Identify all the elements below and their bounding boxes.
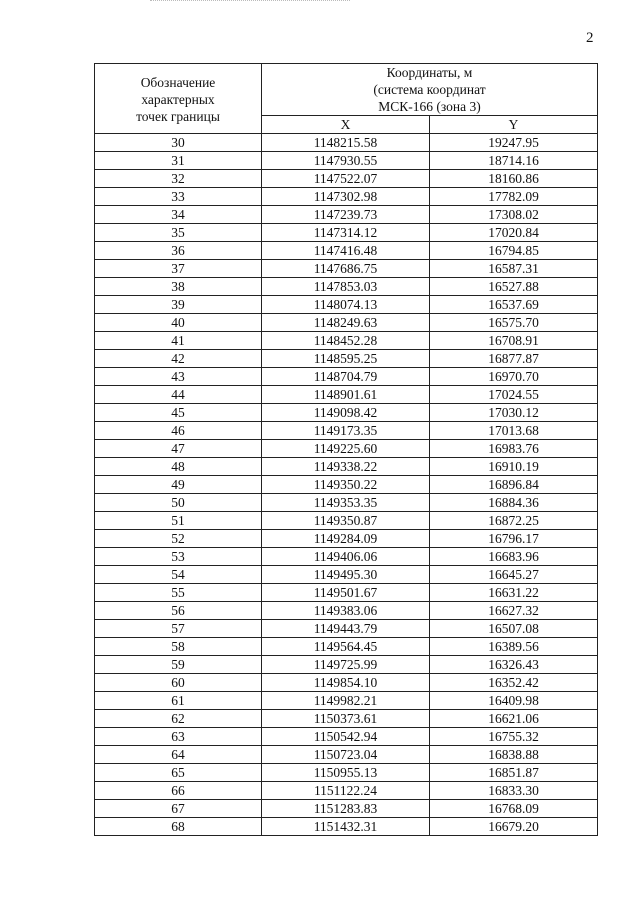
y-coordinate-cell: 17308.02	[430, 206, 598, 224]
y-coordinate-cell: 16910.19	[430, 458, 598, 476]
x-coordinate-cell: 1150723.04	[262, 746, 430, 764]
table-row	[95, 350, 598, 368]
table-body	[95, 134, 598, 836]
table-row	[95, 404, 598, 422]
y-coordinate-cell: 16872.25	[430, 512, 598, 530]
y-coordinate-cell: 16527.88	[430, 278, 598, 296]
x-coordinate-cell: 1149225.60	[262, 440, 430, 458]
y-coordinate-cell: 16389.56	[430, 638, 598, 656]
point-cell: 60	[95, 674, 262, 692]
x-coordinate-cell: 1148704.79	[262, 368, 430, 386]
table-row	[95, 692, 598, 710]
table-row	[95, 242, 598, 260]
x-coordinate-cell: 1148249.63	[262, 314, 430, 332]
point-cell: 30	[95, 134, 262, 152]
table-row	[95, 602, 598, 620]
table-row	[95, 278, 598, 296]
x-coordinate-cell: 1149338.22	[262, 458, 430, 476]
point-cell: 59	[95, 656, 262, 674]
point-cell: 41	[95, 332, 262, 350]
table-row	[95, 332, 598, 350]
point-cell: 57	[95, 620, 262, 638]
x-coordinate-cell: 1147314.12	[262, 224, 430, 242]
table-row	[95, 368, 598, 386]
table-row	[95, 638, 598, 656]
x-coordinate-cell: 1149501.67	[262, 584, 430, 602]
point-cell: 50	[95, 494, 262, 512]
coordinates-header-line: Координаты, м	[386, 65, 473, 80]
y-coordinate-cell: 16838.88	[430, 746, 598, 764]
y-coordinate-cell: 16970.70	[430, 368, 598, 386]
y-coordinate-cell: 16645.27	[430, 566, 598, 584]
point-cell: 58	[95, 638, 262, 656]
y-coordinate-cell: 16409.98	[430, 692, 598, 710]
point-cell: 31	[95, 152, 262, 170]
point-cell: 64	[95, 746, 262, 764]
x-coordinate-cell: 1148901.61	[262, 386, 430, 404]
x-coordinate-cell: 1149350.87	[262, 512, 430, 530]
x-coordinate-cell: 1147930.55	[262, 152, 430, 170]
y-coordinate-cell: 17013.68	[430, 422, 598, 440]
y-coordinate-cell: 17020.84	[430, 224, 598, 242]
table-row	[95, 764, 598, 782]
point-cell: 51	[95, 512, 262, 530]
y-coordinate-cell: 18160.86	[430, 170, 598, 188]
x-coordinate-cell: 1151283.83	[262, 800, 430, 818]
table-row	[95, 170, 598, 188]
y-coordinate-cell: 17030.12	[430, 404, 598, 422]
x-coordinate-cell: 1147853.03	[262, 278, 430, 296]
table-row	[95, 800, 598, 818]
point-cell: 42	[95, 350, 262, 368]
y-coordinate-cell: 17024.55	[430, 386, 598, 404]
y-coordinate-cell: 17782.09	[430, 188, 598, 206]
point-cell: 48	[95, 458, 262, 476]
table-row	[95, 422, 598, 440]
y-coordinate-cell: 16326.43	[430, 656, 598, 674]
point-header-line: точек границы	[136, 109, 220, 124]
point-cell: 49	[95, 476, 262, 494]
table-row	[95, 296, 598, 314]
y-coordinate-cell: 18714.16	[430, 152, 598, 170]
point-cell: 35	[95, 224, 262, 242]
y-coordinate-cell: 16794.85	[430, 242, 598, 260]
y-coordinate-cell: 16983.76	[430, 440, 598, 458]
table-row	[95, 458, 598, 476]
table-row	[95, 728, 598, 746]
x-coordinate-cell: 1151432.31	[262, 818, 430, 836]
x-coordinate-cell: 1148595.25	[262, 350, 430, 368]
x-coordinate-cell: 1149854.10	[262, 674, 430, 692]
point-cell: 52	[95, 530, 262, 548]
y-coordinate-cell: 16537.69	[430, 296, 598, 314]
table-row	[95, 620, 598, 638]
table-row	[95, 440, 598, 458]
x-coordinate-cell: 1147686.75	[262, 260, 430, 278]
table-row	[95, 530, 598, 548]
table-row	[95, 548, 598, 566]
table-row	[95, 476, 598, 494]
x-coordinate-cell: 1149173.35	[262, 422, 430, 440]
x-coordinate-cell: 1149383.06	[262, 602, 430, 620]
point-header-line: характерных	[141, 92, 215, 107]
table-row	[95, 152, 598, 170]
x-coordinate-cell: 1149443.79	[262, 620, 430, 638]
y-coordinate-cell: 16833.30	[430, 782, 598, 800]
y-coordinate-cell: 16884.36	[430, 494, 598, 512]
x-coordinate-cell: 1149495.30	[262, 566, 430, 584]
x-coordinate-cell: 1147239.73	[262, 206, 430, 224]
point-cell: 54	[95, 566, 262, 584]
table-row	[95, 746, 598, 764]
table-row	[95, 494, 598, 512]
table-row	[95, 656, 598, 674]
x-coordinate-cell: 1150373.61	[262, 710, 430, 728]
point-header-line: Обозначение	[140, 75, 216, 90]
point-cell: 44	[95, 386, 262, 404]
x-coordinate-cell: 1150542.94	[262, 728, 430, 746]
point-cell: 36	[95, 242, 262, 260]
table-row	[95, 584, 598, 602]
coordinates-header-line: (система координат	[373, 82, 486, 97]
point-cell: 55	[95, 584, 262, 602]
y-coordinate-cell: 16796.17	[430, 530, 598, 548]
point-cell: 47	[95, 440, 262, 458]
point-cell: 38	[95, 278, 262, 296]
table-row	[95, 566, 598, 584]
table-row	[95, 188, 598, 206]
point-cell: 68	[95, 818, 262, 836]
x-coordinate-cell: 1147522.07	[262, 170, 430, 188]
table-row	[95, 674, 598, 692]
y-coordinate-cell: 16631.22	[430, 584, 598, 602]
table-row	[95, 710, 598, 728]
coordinates-header	[262, 64, 598, 116]
x-coordinate-cell: 1149350.22	[262, 476, 430, 494]
point-cell: 34	[95, 206, 262, 224]
table-row	[95, 134, 598, 152]
page-number: 2	[586, 30, 594, 46]
table-row	[95, 818, 598, 836]
point-cell: 56	[95, 602, 262, 620]
x-coordinate-cell: 1149284.09	[262, 530, 430, 548]
x-coordinate-cell: 1147416.48	[262, 242, 430, 260]
y-coordinate-cell: 16507.08	[430, 620, 598, 638]
point-cell: 33	[95, 188, 262, 206]
scan-artifact	[150, 0, 350, 4]
y-coordinate-cell: 16683.96	[430, 548, 598, 566]
x-coordinate-cell: 1149564.45	[262, 638, 430, 656]
x-coordinate-cell: 1150955.13	[262, 764, 430, 782]
x-column-header: X	[262, 116, 430, 134]
table-row	[95, 512, 598, 530]
y-coordinate-cell: 16679.20	[430, 818, 598, 836]
coordinates-table	[94, 63, 598, 836]
y-coordinate-cell: 16755.32	[430, 728, 598, 746]
y-coordinate-cell: 16851.87	[430, 764, 598, 782]
y-coordinate-cell: 16587.31	[430, 260, 598, 278]
point-cell: 67	[95, 800, 262, 818]
x-coordinate-cell: 1149353.35	[262, 494, 430, 512]
x-coordinate-cell: 1149982.21	[262, 692, 430, 710]
x-coordinate-cell: 1148215.58	[262, 134, 430, 152]
point-cell: 46	[95, 422, 262, 440]
y-coordinate-cell: 19247.95	[430, 134, 598, 152]
x-coordinate-cell: 1147302.98	[262, 188, 430, 206]
y-coordinate-cell: 16621.06	[430, 710, 598, 728]
y-coordinate-cell: 16627.32	[430, 602, 598, 620]
point-cell: 45	[95, 404, 262, 422]
table-row	[95, 260, 598, 278]
table-row	[95, 314, 598, 332]
point-cell: 63	[95, 728, 262, 746]
x-coordinate-cell: 1148452.28	[262, 332, 430, 350]
point-designation-header	[95, 64, 262, 134]
y-coordinate-cell: 16352.42	[430, 674, 598, 692]
table-row	[95, 206, 598, 224]
point-cell: 43	[95, 368, 262, 386]
table-row	[95, 386, 598, 404]
point-cell: 61	[95, 692, 262, 710]
point-cell: 66	[95, 782, 262, 800]
point-cell: 32	[95, 170, 262, 188]
y-column-header: Y	[430, 116, 598, 134]
table-row	[95, 782, 598, 800]
y-coordinate-cell: 16896.84	[430, 476, 598, 494]
coordinates-header-line: МСК-166 (зона 3)	[378, 99, 481, 114]
point-cell: 53	[95, 548, 262, 566]
x-coordinate-cell: 1149406.06	[262, 548, 430, 566]
point-cell: 65	[95, 764, 262, 782]
x-coordinate-cell: 1148074.13	[262, 296, 430, 314]
point-cell: 40	[95, 314, 262, 332]
table-row	[95, 224, 598, 242]
x-coordinate-cell: 1149098.42	[262, 404, 430, 422]
y-coordinate-cell: 16877.87	[430, 350, 598, 368]
point-cell: 39	[95, 296, 262, 314]
x-coordinate-cell: 1151122.24	[262, 782, 430, 800]
point-cell: 37	[95, 260, 262, 278]
point-cell: 62	[95, 710, 262, 728]
y-coordinate-cell: 16708.91	[430, 332, 598, 350]
y-coordinate-cell: 16575.70	[430, 314, 598, 332]
x-coordinate-cell: 1149725.99	[262, 656, 430, 674]
y-coordinate-cell: 16768.09	[430, 800, 598, 818]
